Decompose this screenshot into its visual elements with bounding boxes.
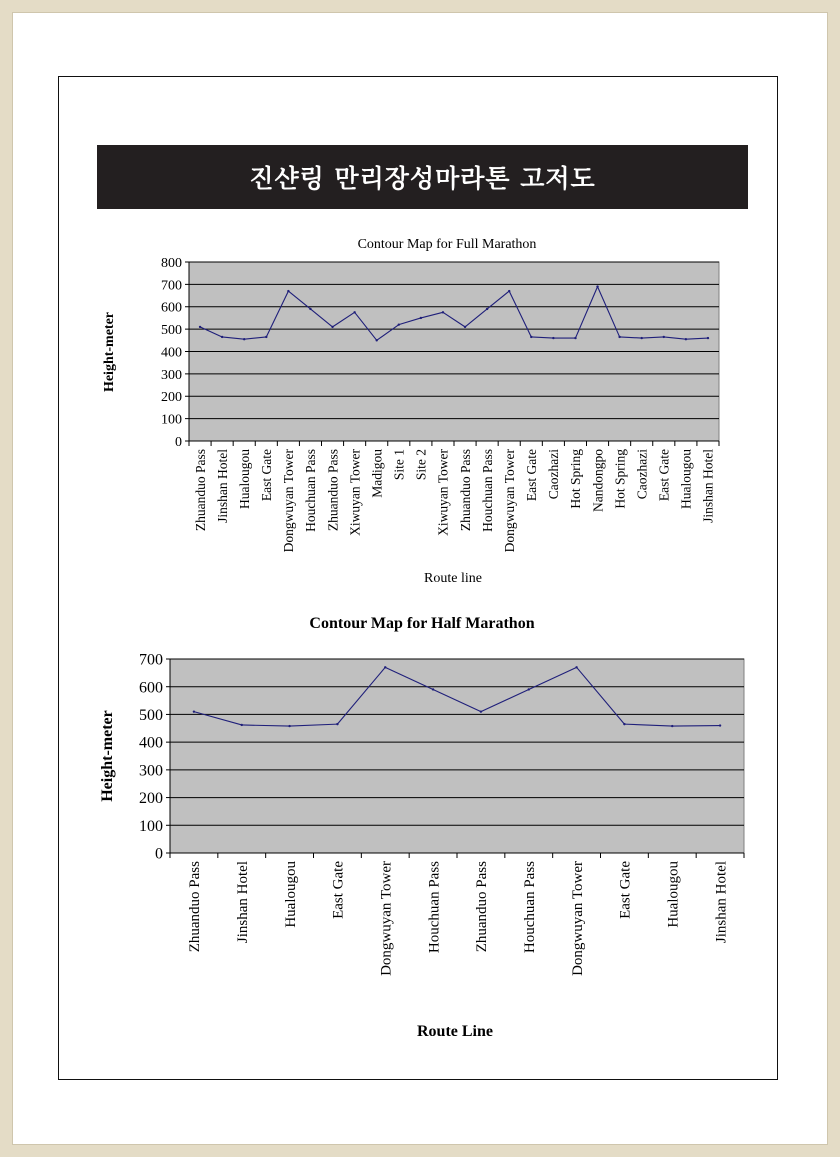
y-tick-label: 700 [161,278,182,294]
y-tick-label: 0 [175,434,182,450]
y-tick-label: 400 [161,345,182,361]
x-category-label: Zhuanduo Pass [192,449,208,532]
x-category-label: Jinshan Hotel [214,449,230,523]
x-category-label: Site 1 [391,449,407,481]
x-category-label: Xiwuyan Tower [435,449,451,536]
x-category-label: Houchuan Pass [479,448,495,532]
data-point [575,666,577,668]
data-point [623,723,625,725]
y-tick-label: 500 [139,707,163,725]
x-category-label: East Gate [259,449,275,502]
data-point [384,666,386,668]
page-title-banner: 진샨링 만리장성마라톤 고저도 [97,145,748,209]
data-point [241,724,243,726]
data-point [288,725,290,727]
data-point [671,725,673,727]
y-tick-label: 100 [161,412,182,428]
x-category-label: Zhuanduo Pass [457,449,473,532]
x-category-label: East Gate [330,861,347,919]
x-category-label: Zhuanduo Pass [474,861,491,953]
x-category-label: Caozhazi [634,449,650,500]
x-category-label: Jinshan Hotel [700,449,716,523]
x-category-label: Dongwuyan Tower [281,449,297,553]
x-category-label: Houchuan Pass [426,861,443,954]
data-point [480,710,482,712]
y-tick-label: 600 [161,300,182,316]
x-category-label: Caozhazi [546,449,562,500]
x-category-label: Houchuan Pass [522,861,538,954]
x-category-label: Xiwuyan Tower [347,449,363,536]
x-category-label: Site 2 [413,449,429,481]
x-axis-label: Route line [424,571,482,586]
data-point [719,724,721,726]
y-tick-label: 0 [155,845,163,863]
y-tick-label: 600 [139,679,163,697]
y-axis-label: Height-meter [102,311,117,393]
x-category-label: Zhuanduo Pass [325,449,341,532]
x-category-label: Hot Spring [568,449,584,509]
x-category-label: Dongwuyan Tower [378,861,395,976]
x-category-label: Hualougou [665,861,682,928]
data-point [336,723,338,725]
series-segment [672,726,720,727]
data-point [528,688,530,690]
plot-area [170,659,744,853]
x-category-label: Madigou [369,449,385,498]
data-point [432,688,434,690]
chart-title: Contour Map for Half Marathon [309,615,535,632]
y-tick-label: 200 [161,390,182,406]
y-tick-label: 500 [161,323,182,339]
x-category-label: East Gate [524,449,540,502]
y-tick-label: 100 [139,817,163,835]
x-category-label: Dongwuyan Tower [569,861,586,976]
x-category-label: Houchuan Pass [303,449,319,532]
x-category-label: Hualougou [236,449,252,509]
y-tick-label: 300 [161,367,182,383]
y-tick-label: 200 [139,790,163,808]
y-axis-label: Height-meter [99,710,116,802]
x-category-label: Hot Spring [612,449,628,509]
data-point [193,710,195,712]
y-tick-label: 400 [139,734,163,752]
x-category-label: East Gate [656,449,672,502]
x-category-label: Zhuanduo Pass [187,861,204,953]
x-category-label: Nandongpo [590,449,606,512]
x-category-label: Hualougou [678,449,694,509]
y-tick-label: 800 [161,255,182,271]
x-category-label: Hualougou [282,861,299,928]
x-category-label: Dongwuyan Tower [501,449,517,553]
y-tick-label: 300 [139,762,163,780]
x-category-label: Jinshan Hotel [713,861,730,944]
y-tick-label: 700 [139,651,163,669]
x-axis-label: Route Line [417,1023,493,1040]
x-category-label: East Gate [617,861,634,919]
x-category-label: Jinshan Hotel [235,861,251,944]
chart-title: Contour Map for Full Marathon [357,237,537,252]
